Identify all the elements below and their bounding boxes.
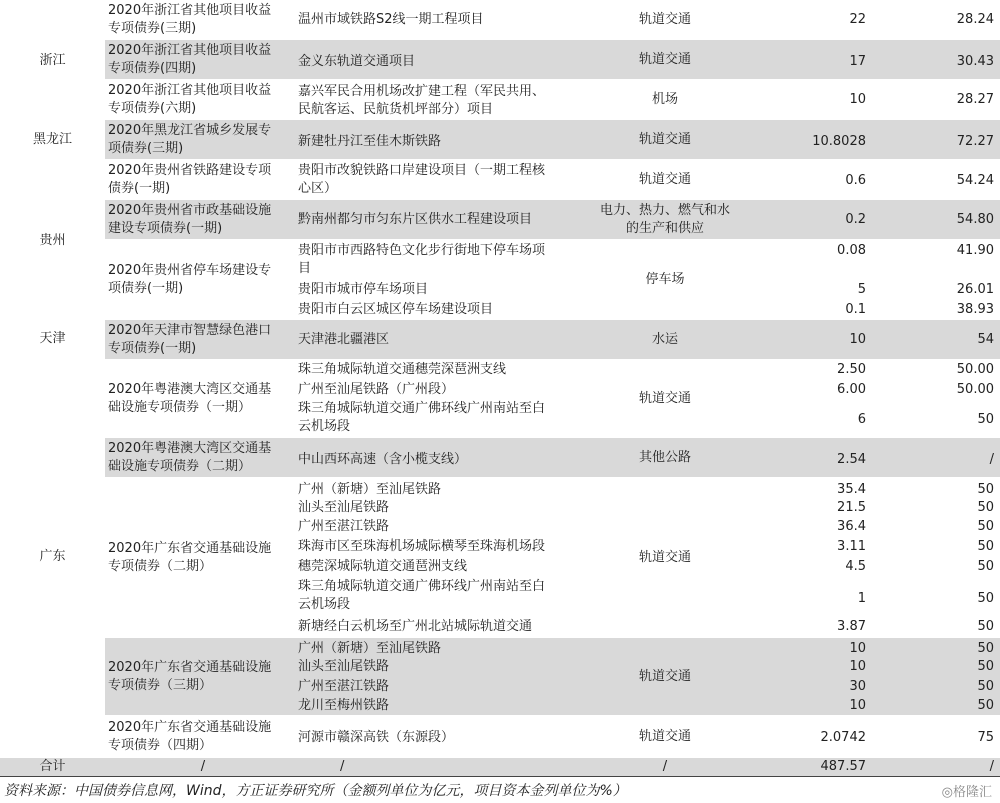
- cell-line: 汕头至汕尾铁路: [298, 659, 390, 674]
- cell-line: 温州市域铁路S2线一期工程项目: [298, 12, 484, 27]
- cell-line: 金义东轨道交通项目: [298, 54, 416, 69]
- cell-line: 2020年浙江省其他项目收益: [108, 83, 272, 98]
- industry-cell: [590, 390, 740, 408]
- cell-line: 轨道交通: [638, 669, 691, 684]
- cell-line: 2020年天津市智慧绿色港口: [108, 323, 272, 338]
- amount-cell: 10: [849, 641, 866, 656]
- watermark: ◎格隆汇: [941, 785, 992, 800]
- region-cell: 贵州: [39, 233, 66, 248]
- bond-name-cell: [108, 758, 298, 776]
- source-note: 资料来源：中国债券信息网，Wind，方正证券研究所（金额列单位为亿元，项目资本金列单位为%）: [4, 783, 627, 799]
- capital-cell: 50.00: [956, 382, 994, 397]
- capital-cell: 50: [977, 591, 994, 606]
- industry-cell: [590, 131, 740, 149]
- amount-cell: 10: [849, 659, 866, 674]
- cell-line: 专项债券（四期）: [108, 738, 213, 753]
- cell-line: 轨道交通: [638, 52, 691, 67]
- bond-name-cell: [108, 2, 298, 38]
- amount-cell: 10.8028: [812, 134, 866, 149]
- bond-name-cell: [108, 719, 298, 755]
- bond-name-cell: [108, 122, 298, 158]
- cell-line: 广州至汕尾铁路（广州段）: [298, 382, 455, 397]
- industry-cell: [590, 668, 740, 686]
- capital-cell: 50: [977, 482, 994, 497]
- capital-cell: 50.00: [956, 362, 994, 377]
- cell-line: 2020年浙江省其他项目收益: [108, 43, 272, 58]
- industry-cell: [590, 171, 740, 189]
- cell-line: /: [200, 759, 206, 774]
- cell-line: 2020年广东省交通基础设施: [108, 720, 272, 735]
- cell-line: 黔南州都匀市匀东片区供水工程建设项目: [298, 212, 533, 227]
- cell-line: 新建牡丹江至佳木斯铁路: [298, 134, 442, 149]
- bond-name-cell: [108, 262, 298, 298]
- project-cell: [298, 538, 598, 556]
- cell-line: 债券(一期): [108, 181, 171, 196]
- region-cell: 合计: [39, 759, 66, 774]
- amount-cell: 2.54: [837, 452, 866, 467]
- capital-cell: 50: [977, 412, 994, 427]
- amount-cell: 10: [849, 92, 866, 107]
- source-footer: [0, 776, 1000, 803]
- cell-line: 广州至湛江铁路: [298, 519, 390, 534]
- cell-line: 云机场段: [298, 597, 351, 612]
- row-divider: [105, 477, 1000, 479]
- cell-line: 汕头至汕尾铁路: [298, 500, 390, 515]
- cell-line: 2020年贵州省市政基础设施: [108, 203, 272, 218]
- cell-line: 广州（新塘）至汕尾铁路: [298, 482, 442, 497]
- cell-line: 其他公路: [638, 450, 691, 465]
- capital-cell: 75: [977, 730, 994, 745]
- capital-cell: 28.27: [956, 92, 994, 107]
- capital-cell: 50: [977, 500, 994, 515]
- cell-line: 河源市赣深高铁（东源段）: [298, 730, 455, 745]
- capital-cell: 72.27: [956, 134, 994, 149]
- amount-cell: 487.57: [820, 759, 866, 774]
- bond-name-cell: [108, 162, 298, 198]
- cell-line: 机场: [651, 92, 678, 107]
- cell-line: 贵阳市白云区城区停车场建设项目: [298, 302, 494, 317]
- amount-cell: 35.4: [837, 482, 866, 497]
- industry-cell: [590, 11, 740, 29]
- project-cell: [298, 53, 598, 71]
- cell-line: 轨道交通: [638, 132, 691, 147]
- cell-line: 中山西环高速（含小榄支线）: [298, 452, 468, 467]
- project-cell: [298, 301, 598, 319]
- industry-cell: [590, 331, 740, 349]
- industry-cell: [590, 271, 740, 289]
- cell-line: 贵阳市改貌铁路口岸建设项目（一期工程核: [298, 163, 546, 178]
- amount-cell: 17: [849, 54, 866, 69]
- capital-cell: 30.43: [956, 54, 994, 69]
- cell-line: 专项债券（三期）: [108, 678, 213, 693]
- amount-cell: 10: [849, 332, 866, 347]
- cell-line: 珠海市区至珠海机场城际横琴至珠海机场段: [298, 539, 546, 554]
- industry-cell: [590, 91, 740, 109]
- industry-cell: [590, 728, 740, 746]
- cell-line: 电力、热力、燃气和水: [599, 203, 730, 218]
- capital-cell: /: [989, 452, 994, 467]
- industry-cell: [590, 202, 740, 238]
- cell-line: 专项债券(一期): [108, 341, 197, 356]
- region-cell: 天津: [39, 331, 66, 346]
- amount-cell: 4.5: [845, 559, 866, 574]
- project-cell: [298, 83, 598, 119]
- cell-line: 轨道交通: [638, 550, 691, 565]
- project-cell: [298, 361, 598, 379]
- row-divider: [105, 79, 1000, 81]
- amount-cell: 2.50: [837, 362, 866, 377]
- project-cell: [298, 481, 598, 499]
- capital-cell: 50: [977, 659, 994, 674]
- project-cell: [298, 331, 598, 349]
- amount-cell: 5: [857, 282, 866, 297]
- project-cell: [298, 558, 598, 576]
- amount-cell: 2.0742: [820, 730, 866, 745]
- cell-line: 停车场: [645, 272, 685, 287]
- cell-line: 2020年黑龙江省城乡发展专: [108, 123, 272, 138]
- cell-line: 础设施专项债券（二期）: [108, 459, 252, 474]
- industry-cell: [590, 51, 740, 69]
- project-cell: [298, 381, 598, 399]
- project-cell: [298, 400, 598, 436]
- cell-line: 2020年贵州省停车场建设专: [108, 263, 272, 278]
- bond-name-cell: [108, 202, 298, 238]
- industry-cell: [590, 758, 740, 776]
- capital-cell: 50: [977, 641, 994, 656]
- cell-line: 嘉兴军民合用机场改扩建工程（军民共用、: [298, 84, 546, 99]
- project-cell: [298, 658, 598, 676]
- bond-name-cell: [108, 42, 298, 78]
- cell-line: 民航客运、民航货机坪部分）项目: [298, 102, 494, 117]
- industry-cell: [590, 549, 740, 567]
- cell-line: 专项债券(六期): [108, 101, 197, 116]
- cell-line: 心区）: [298, 181, 338, 196]
- cell-line: 2020年粤港澳大湾区交通基: [108, 441, 272, 456]
- cell-line: 项债券(三期): [108, 141, 184, 156]
- bond-name-cell: [108, 322, 298, 358]
- cell-line: 轨道交通: [638, 729, 691, 744]
- capital-cell: 50: [977, 679, 994, 694]
- project-cell: [298, 211, 598, 229]
- capital-cell: 26.01: [956, 282, 994, 297]
- cell-line: /: [662, 759, 668, 774]
- cell-line: 的生产和供应: [625, 221, 704, 236]
- project-cell: [298, 281, 598, 299]
- region-cell: 浙江: [39, 53, 66, 68]
- cell-line: 专项债券(四期): [108, 61, 197, 76]
- amount-cell: 0.6: [845, 173, 866, 188]
- cell-line: 项债券(一期): [108, 281, 184, 296]
- cell-line: 轨道交通: [638, 12, 691, 27]
- cell-line: 珠三角城际轨道交通穗莞深琶洲支线: [298, 362, 507, 377]
- project-cell: [298, 640, 598, 658]
- cell-line: 珠三角城际轨道交通广佛环线广州南站至白: [298, 401, 546, 416]
- amount-cell: 3.87: [837, 619, 866, 634]
- capital-cell: 50: [977, 559, 994, 574]
- amount-cell: 22: [849, 12, 866, 27]
- capital-cell: 54.80: [956, 212, 994, 227]
- project-cell: [298, 499, 598, 517]
- cell-line: 2020年浙江省其他项目收益: [108, 3, 272, 18]
- cell-line: 目: [298, 261, 312, 276]
- region-cell: 黑龙江: [32, 132, 72, 147]
- amount-cell: 6.00: [837, 382, 866, 397]
- capital-cell: 54: [977, 332, 994, 347]
- cell-line: 穗莞深城际轨道交通琶洲支线: [298, 559, 468, 574]
- amount-cell: 21.5: [837, 500, 866, 515]
- cell-line: 云机场段: [298, 419, 351, 434]
- bond-name-cell: [108, 659, 298, 695]
- project-cell: [298, 11, 598, 29]
- cell-line: 2020年广东省交通基础设施: [108, 541, 272, 556]
- cell-line: /: [340, 759, 345, 774]
- bond-name-cell: [108, 381, 298, 417]
- amount-cell: 6: [857, 412, 866, 427]
- region-cell: 广东: [39, 549, 66, 564]
- cell-line: 专项债券（二期）: [108, 559, 213, 574]
- amount-cell: 1: [857, 591, 866, 606]
- cell-line: 广州（新塘）至汕尾铁路: [298, 641, 442, 656]
- capital-cell: 50: [977, 619, 994, 634]
- project-cell: [298, 518, 598, 536]
- cell-line: 龙川至梅州铁路: [298, 698, 390, 713]
- project-cell: [298, 618, 598, 636]
- amount-cell: 30: [849, 679, 866, 694]
- cell-line: 水运: [651, 332, 678, 347]
- cell-line: 专项债券(三期): [108, 21, 197, 36]
- cell-line: 天津港北疆港区: [298, 332, 390, 347]
- cell-line: 贵阳市城市停车场项目: [298, 282, 429, 297]
- row-divider: [105, 159, 1000, 161]
- cell-line: 2020年贵州省铁路建设专项: [108, 163, 272, 178]
- cell-line: 广州至湛江铁路: [298, 679, 390, 694]
- amount-cell: 3.11: [837, 539, 866, 554]
- capital-cell: 50: [977, 539, 994, 554]
- cell-line: 轨道交通: [638, 391, 691, 406]
- bond-name-cell: [108, 540, 298, 576]
- project-cell: [298, 162, 598, 198]
- project-cell: [298, 678, 598, 696]
- capital-cell: 28.24: [956, 12, 994, 27]
- capital-cell: /: [989, 759, 994, 774]
- cell-line: 2020年广东省交通基础设施: [108, 660, 272, 675]
- cell-line: 贵阳市市西路特色文化步行街地下停车场项: [298, 243, 546, 258]
- row-divider: [105, 239, 1000, 241]
- cell-line: 新塘经白云机场至广州北站城际轨道交通: [298, 619, 533, 634]
- bond-name-cell: [108, 440, 298, 476]
- cell-line: 轨道交通: [638, 172, 691, 187]
- bond-name-cell: [108, 82, 298, 118]
- industry-cell: [590, 449, 740, 467]
- capital-cell: 50: [977, 698, 994, 713]
- project-cell: [298, 578, 598, 614]
- project-cell: [298, 242, 598, 278]
- cell-line: 建设专项债券(一期): [108, 221, 223, 236]
- cell-line: 础设施专项债券（一期）: [108, 400, 252, 415]
- row-divider: [105, 715, 1000, 717]
- project-cell: [298, 133, 598, 151]
- project-cell: [298, 697, 598, 715]
- capital-cell: 50: [977, 519, 994, 534]
- amount-cell: 10: [849, 698, 866, 713]
- amount-cell: 0.08: [837, 243, 866, 258]
- amount-cell: 36.4: [837, 519, 866, 534]
- amount-cell: 0.2: [845, 212, 866, 227]
- capital-cell: 54.24: [956, 173, 994, 188]
- project-cell: [298, 451, 598, 469]
- capital-cell: 41.90: [956, 243, 994, 258]
- cell-line: 珠三角城际轨道交通广佛环线广州南站至白: [298, 579, 546, 594]
- capital-cell: 38.93: [956, 302, 994, 317]
- cell-line: 2020年粤港澳大湾区交通基: [108, 382, 272, 397]
- project-cell: [298, 729, 598, 747]
- amount-cell: 0.1: [845, 302, 866, 317]
